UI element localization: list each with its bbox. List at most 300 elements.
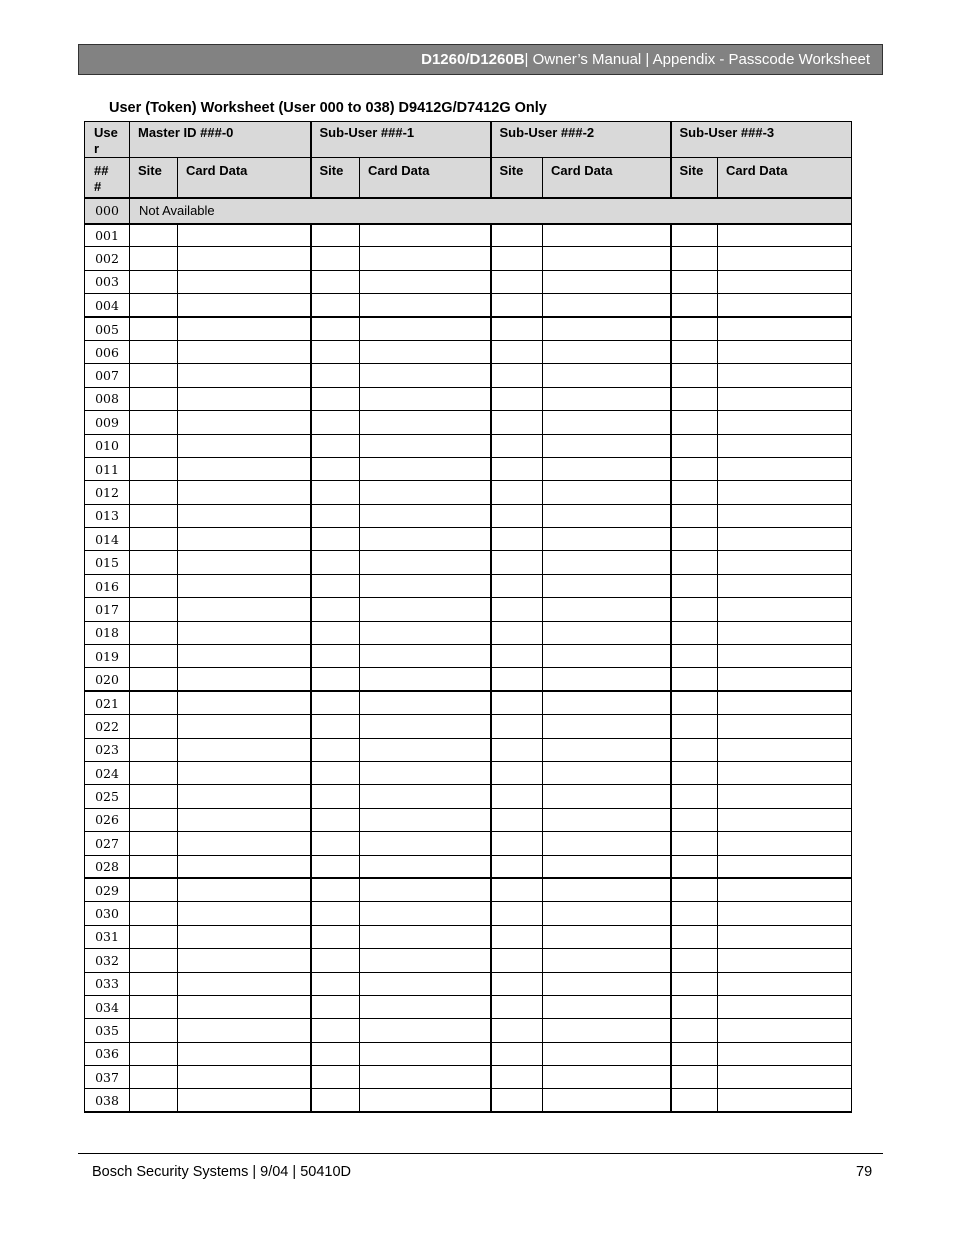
site-cell[interactable]	[130, 761, 178, 784]
site-cell[interactable]	[311, 1042, 360, 1065]
card-data-cell[interactable]	[718, 340, 852, 363]
site-cell[interactable]	[491, 808, 543, 831]
site-cell[interactable]	[130, 738, 178, 761]
card-data-cell[interactable]	[543, 528, 671, 551]
site-cell[interactable]	[491, 551, 543, 574]
card-data-cell[interactable]	[718, 832, 852, 855]
card-data-cell[interactable]	[718, 317, 852, 340]
site-cell[interactable]	[311, 434, 360, 457]
card-data-cell[interactable]	[178, 340, 311, 363]
card-data-cell[interactable]	[178, 270, 311, 293]
card-data-cell[interactable]	[543, 878, 671, 901]
site-cell[interactable]	[130, 364, 178, 387]
card-data-cell[interactable]	[178, 925, 311, 948]
site-cell[interactable]	[130, 902, 178, 925]
site-cell[interactable]	[671, 1066, 718, 1089]
card-data-cell[interactable]	[360, 668, 491, 691]
site-cell[interactable]	[130, 1066, 178, 1089]
site-cell[interactable]	[130, 551, 178, 574]
site-cell[interactable]	[311, 504, 360, 527]
card-data-cell[interactable]	[178, 551, 311, 574]
card-data-cell[interactable]	[718, 387, 852, 410]
site-cell[interactable]	[311, 294, 360, 317]
site-cell[interactable]	[671, 715, 718, 738]
card-data-cell[interactable]	[360, 270, 491, 293]
site-cell[interactable]	[671, 434, 718, 457]
card-data-cell[interactable]	[718, 504, 852, 527]
card-data-cell[interactable]	[543, 224, 671, 247]
site-cell[interactable]	[491, 598, 543, 621]
card-data-cell[interactable]	[360, 1066, 491, 1089]
site-cell[interactable]	[671, 808, 718, 831]
card-data-cell[interactable]	[543, 902, 671, 925]
site-cell[interactable]	[130, 949, 178, 972]
site-cell[interactable]	[311, 949, 360, 972]
site-cell[interactable]	[130, 832, 178, 855]
card-data-cell[interactable]	[718, 270, 852, 293]
site-cell[interactable]	[311, 668, 360, 691]
site-cell[interactable]	[491, 668, 543, 691]
site-cell[interactable]	[671, 691, 718, 714]
card-data-cell[interactable]	[718, 1089, 852, 1112]
card-data-cell[interactable]	[178, 224, 311, 247]
card-data-cell[interactable]	[543, 715, 671, 738]
card-data-cell[interactable]	[543, 294, 671, 317]
site-cell[interactable]	[671, 340, 718, 363]
card-data-cell[interactable]	[543, 925, 671, 948]
card-data-cell[interactable]	[360, 855, 491, 878]
card-data-cell[interactable]	[543, 808, 671, 831]
site-cell[interactable]	[311, 972, 360, 995]
site-cell[interactable]	[311, 457, 360, 480]
site-cell[interactable]	[671, 785, 718, 808]
site-cell[interactable]	[491, 224, 543, 247]
site-cell[interactable]	[130, 995, 178, 1018]
card-data-cell[interactable]	[718, 481, 852, 504]
site-cell[interactable]	[671, 457, 718, 480]
card-data-cell[interactable]	[178, 574, 311, 597]
site-cell[interactable]	[491, 715, 543, 738]
site-cell[interactable]	[130, 878, 178, 901]
card-data-cell[interactable]	[543, 785, 671, 808]
card-data-cell[interactable]	[718, 855, 852, 878]
card-data-cell[interactable]	[360, 364, 491, 387]
card-data-cell[interactable]	[178, 387, 311, 410]
site-cell[interactable]	[130, 972, 178, 995]
site-cell[interactable]	[311, 1066, 360, 1089]
card-data-cell[interactable]	[178, 457, 311, 480]
site-cell[interactable]	[491, 761, 543, 784]
site-cell[interactable]	[671, 972, 718, 995]
card-data-cell[interactable]	[360, 715, 491, 738]
site-cell[interactable]	[130, 504, 178, 527]
site-cell[interactable]	[311, 411, 360, 434]
site-cell[interactable]	[671, 504, 718, 527]
card-data-cell[interactable]	[178, 808, 311, 831]
site-cell[interactable]	[491, 528, 543, 551]
site-cell[interactable]	[311, 855, 360, 878]
card-data-cell[interactable]	[360, 387, 491, 410]
site-cell[interactable]	[671, 247, 718, 270]
site-cell[interactable]	[311, 832, 360, 855]
card-data-cell[interactable]	[718, 645, 852, 668]
card-data-cell[interactable]	[178, 691, 311, 714]
card-data-cell[interactable]	[718, 972, 852, 995]
card-data-cell[interactable]	[718, 598, 852, 621]
site-cell[interactable]	[491, 1042, 543, 1065]
card-data-cell[interactable]	[543, 668, 671, 691]
card-data-cell[interactable]	[718, 1066, 852, 1089]
card-data-cell[interactable]	[543, 551, 671, 574]
site-cell[interactable]	[311, 247, 360, 270]
site-cell[interactable]	[130, 691, 178, 714]
card-data-cell[interactable]	[718, 528, 852, 551]
site-cell[interactable]	[311, 645, 360, 668]
card-data-cell[interactable]	[718, 1042, 852, 1065]
card-data-cell[interactable]	[543, 434, 671, 457]
site-cell[interactable]	[491, 247, 543, 270]
site-cell[interactable]	[491, 481, 543, 504]
card-data-cell[interactable]	[543, 972, 671, 995]
card-data-cell[interactable]	[360, 340, 491, 363]
site-cell[interactable]	[491, 855, 543, 878]
card-data-cell[interactable]	[718, 761, 852, 784]
card-data-cell[interactable]	[178, 1019, 311, 1042]
card-data-cell[interactable]	[718, 294, 852, 317]
site-cell[interactable]	[311, 387, 360, 410]
card-data-cell[interactable]	[543, 949, 671, 972]
card-data-cell[interactable]	[178, 878, 311, 901]
card-data-cell[interactable]	[178, 598, 311, 621]
site-cell[interactable]	[491, 949, 543, 972]
card-data-cell[interactable]	[178, 785, 311, 808]
site-cell[interactable]	[671, 738, 718, 761]
card-data-cell[interactable]	[360, 247, 491, 270]
site-cell[interactable]	[311, 340, 360, 363]
site-cell[interactable]	[671, 645, 718, 668]
card-data-cell[interactable]	[178, 504, 311, 527]
site-cell[interactable]	[130, 645, 178, 668]
site-cell[interactable]	[491, 995, 543, 1018]
card-data-cell[interactable]	[543, 504, 671, 527]
site-cell[interactable]	[491, 457, 543, 480]
site-cell[interactable]	[311, 902, 360, 925]
card-data-cell[interactable]	[360, 1019, 491, 1042]
site-cell[interactable]	[130, 574, 178, 597]
card-data-cell[interactable]	[178, 761, 311, 784]
card-data-cell[interactable]	[360, 224, 491, 247]
site-cell[interactable]	[671, 528, 718, 551]
site-cell[interactable]	[491, 434, 543, 457]
card-data-cell[interactable]	[360, 691, 491, 714]
site-cell[interactable]	[311, 995, 360, 1018]
site-cell[interactable]	[671, 925, 718, 948]
card-data-cell[interactable]	[543, 1019, 671, 1042]
card-data-cell[interactable]	[178, 411, 311, 434]
site-cell[interactable]	[311, 878, 360, 901]
card-data-cell[interactable]	[718, 457, 852, 480]
card-data-cell[interactable]	[178, 364, 311, 387]
card-data-cell[interactable]	[718, 949, 852, 972]
card-data-cell[interactable]	[178, 855, 311, 878]
site-cell[interactable]	[671, 1042, 718, 1065]
site-cell[interactable]	[491, 691, 543, 714]
site-cell[interactable]	[671, 364, 718, 387]
site-cell[interactable]	[130, 715, 178, 738]
site-cell[interactable]	[491, 411, 543, 434]
card-data-cell[interactable]	[718, 878, 852, 901]
site-cell[interactable]	[130, 411, 178, 434]
card-data-cell[interactable]	[543, 738, 671, 761]
site-cell[interactable]	[671, 855, 718, 878]
site-cell[interactable]	[130, 1042, 178, 1065]
site-cell[interactable]	[671, 224, 718, 247]
card-data-cell[interactable]	[543, 598, 671, 621]
site-cell[interactable]	[311, 785, 360, 808]
site-cell[interactable]	[491, 832, 543, 855]
site-cell[interactable]	[130, 340, 178, 363]
site-cell[interactable]	[491, 902, 543, 925]
site-cell[interactable]	[311, 925, 360, 948]
site-cell[interactable]	[671, 598, 718, 621]
card-data-cell[interactable]	[178, 1089, 311, 1112]
site-cell[interactable]	[671, 832, 718, 855]
card-data-cell[interactable]	[718, 925, 852, 948]
site-cell[interactable]	[130, 808, 178, 831]
card-data-cell[interactable]	[360, 949, 491, 972]
card-data-cell[interactable]	[718, 808, 852, 831]
card-data-cell[interactable]	[543, 832, 671, 855]
card-data-cell[interactable]	[360, 457, 491, 480]
site-cell[interactable]	[491, 878, 543, 901]
card-data-cell[interactable]	[543, 387, 671, 410]
site-cell[interactable]	[491, 364, 543, 387]
card-data-cell[interactable]	[360, 761, 491, 784]
card-data-cell[interactable]	[543, 995, 671, 1018]
site-cell[interactable]	[130, 668, 178, 691]
card-data-cell[interactable]	[543, 691, 671, 714]
site-cell[interactable]	[311, 598, 360, 621]
site-cell[interactable]	[311, 715, 360, 738]
card-data-cell[interactable]	[360, 902, 491, 925]
site-cell[interactable]	[311, 224, 360, 247]
site-cell[interactable]	[491, 925, 543, 948]
card-data-cell[interactable]	[718, 621, 852, 644]
card-data-cell[interactable]	[543, 645, 671, 668]
card-data-cell[interactable]	[543, 855, 671, 878]
card-data-cell[interactable]	[178, 738, 311, 761]
card-data-cell[interactable]	[360, 621, 491, 644]
card-data-cell[interactable]	[178, 949, 311, 972]
card-data-cell[interactable]	[543, 761, 671, 784]
card-data-cell[interactable]	[718, 785, 852, 808]
card-data-cell[interactable]	[178, 1066, 311, 1089]
site-cell[interactable]	[130, 621, 178, 644]
site-cell[interactable]	[311, 270, 360, 293]
site-cell[interactable]	[491, 972, 543, 995]
site-cell[interactable]	[491, 574, 543, 597]
card-data-cell[interactable]	[178, 621, 311, 644]
site-cell[interactable]	[671, 949, 718, 972]
site-cell[interactable]	[671, 294, 718, 317]
site-cell[interactable]	[671, 761, 718, 784]
card-data-cell[interactable]	[360, 785, 491, 808]
card-data-cell[interactable]	[543, 1089, 671, 1112]
site-cell[interactable]	[671, 878, 718, 901]
card-data-cell[interactable]	[718, 411, 852, 434]
card-data-cell[interactable]	[718, 995, 852, 1018]
site-cell[interactable]	[671, 574, 718, 597]
site-cell[interactable]	[491, 621, 543, 644]
site-cell[interactable]	[130, 247, 178, 270]
card-data-cell[interactable]	[360, 551, 491, 574]
site-cell[interactable]	[311, 364, 360, 387]
card-data-cell[interactable]	[718, 224, 852, 247]
card-data-cell[interactable]	[360, 598, 491, 621]
card-data-cell[interactable]	[718, 668, 852, 691]
card-data-cell[interactable]	[718, 738, 852, 761]
site-cell[interactable]	[130, 855, 178, 878]
site-cell[interactable]	[491, 785, 543, 808]
site-cell[interactable]	[130, 481, 178, 504]
site-cell[interactable]	[491, 340, 543, 363]
card-data-cell[interactable]	[178, 902, 311, 925]
card-data-cell[interactable]	[178, 528, 311, 551]
site-cell[interactable]	[311, 761, 360, 784]
site-cell[interactable]	[671, 317, 718, 340]
card-data-cell[interactable]	[360, 832, 491, 855]
site-cell[interactable]	[311, 1089, 360, 1112]
card-data-cell[interactable]	[360, 645, 491, 668]
site-cell[interactable]	[671, 1019, 718, 1042]
card-data-cell[interactable]	[360, 1042, 491, 1065]
card-data-cell[interactable]	[718, 551, 852, 574]
card-data-cell[interactable]	[178, 1042, 311, 1065]
card-data-cell[interactable]	[543, 247, 671, 270]
card-data-cell[interactable]	[360, 1089, 491, 1112]
card-data-cell[interactable]	[543, 1066, 671, 1089]
site-cell[interactable]	[130, 270, 178, 293]
site-cell[interactable]	[130, 528, 178, 551]
site-cell[interactable]	[491, 504, 543, 527]
card-data-cell[interactable]	[178, 481, 311, 504]
site-cell[interactable]	[311, 808, 360, 831]
card-data-cell[interactable]	[178, 317, 311, 340]
card-data-cell[interactable]	[360, 972, 491, 995]
card-data-cell[interactable]	[178, 715, 311, 738]
site-cell[interactable]	[491, 1019, 543, 1042]
site-cell[interactable]	[130, 434, 178, 457]
card-data-cell[interactable]	[360, 925, 491, 948]
card-data-cell[interactable]	[360, 317, 491, 340]
card-data-cell[interactable]	[543, 621, 671, 644]
card-data-cell[interactable]	[178, 972, 311, 995]
site-cell[interactable]	[130, 294, 178, 317]
site-cell[interactable]	[311, 528, 360, 551]
card-data-cell[interactable]	[718, 574, 852, 597]
site-cell[interactable]	[671, 995, 718, 1018]
card-data-cell[interactable]	[360, 481, 491, 504]
site-cell[interactable]	[671, 387, 718, 410]
card-data-cell[interactable]	[543, 317, 671, 340]
site-cell[interactable]	[311, 481, 360, 504]
site-cell[interactable]	[311, 738, 360, 761]
site-cell[interactable]	[130, 785, 178, 808]
card-data-cell[interactable]	[360, 995, 491, 1018]
card-data-cell[interactable]	[178, 247, 311, 270]
card-data-cell[interactable]	[543, 457, 671, 480]
site-cell[interactable]	[491, 645, 543, 668]
site-cell[interactable]	[671, 1089, 718, 1112]
site-cell[interactable]	[491, 1089, 543, 1112]
site-cell[interactable]	[491, 738, 543, 761]
card-data-cell[interactable]	[718, 434, 852, 457]
site-cell[interactable]	[130, 1019, 178, 1042]
card-data-cell[interactable]	[178, 995, 311, 1018]
site-cell[interactable]	[491, 387, 543, 410]
card-data-cell[interactable]	[543, 1042, 671, 1065]
card-data-cell[interactable]	[718, 715, 852, 738]
card-data-cell[interactable]	[360, 738, 491, 761]
card-data-cell[interactable]	[718, 691, 852, 714]
card-data-cell[interactable]	[178, 434, 311, 457]
site-cell[interactable]	[671, 621, 718, 644]
card-data-cell[interactable]	[360, 411, 491, 434]
card-data-cell[interactable]	[543, 411, 671, 434]
card-data-cell[interactable]	[178, 294, 311, 317]
card-data-cell[interactable]	[360, 504, 491, 527]
site-cell[interactable]	[671, 411, 718, 434]
site-cell[interactable]	[311, 691, 360, 714]
site-cell[interactable]	[311, 621, 360, 644]
site-cell[interactable]	[130, 387, 178, 410]
site-cell[interactable]	[130, 598, 178, 621]
card-data-cell[interactable]	[178, 668, 311, 691]
site-cell[interactable]	[130, 1089, 178, 1112]
site-cell[interactable]	[491, 270, 543, 293]
card-data-cell[interactable]	[360, 528, 491, 551]
card-data-cell[interactable]	[543, 574, 671, 597]
site-cell[interactable]	[671, 902, 718, 925]
site-cell[interactable]	[130, 457, 178, 480]
site-cell[interactable]	[671, 270, 718, 293]
card-data-cell[interactable]	[360, 294, 491, 317]
card-data-cell[interactable]	[718, 1019, 852, 1042]
card-data-cell[interactable]	[360, 808, 491, 831]
card-data-cell[interactable]	[360, 574, 491, 597]
site-cell[interactable]	[671, 668, 718, 691]
site-cell[interactable]	[311, 317, 360, 340]
card-data-cell[interactable]	[178, 645, 311, 668]
card-data-cell[interactable]	[718, 902, 852, 925]
site-cell[interactable]	[491, 317, 543, 340]
card-data-cell[interactable]	[543, 270, 671, 293]
site-cell[interactable]	[130, 317, 178, 340]
card-data-cell[interactable]	[178, 832, 311, 855]
card-data-cell[interactable]	[543, 481, 671, 504]
site-cell[interactable]	[671, 551, 718, 574]
site-cell[interactable]	[311, 1019, 360, 1042]
site-cell[interactable]	[130, 224, 178, 247]
card-data-cell[interactable]	[360, 434, 491, 457]
site-cell[interactable]	[491, 294, 543, 317]
site-cell[interactable]	[491, 1066, 543, 1089]
site-cell[interactable]	[311, 551, 360, 574]
card-data-cell[interactable]	[718, 364, 852, 387]
card-data-cell[interactable]	[718, 247, 852, 270]
card-data-cell[interactable]	[360, 878, 491, 901]
card-data-cell[interactable]	[543, 364, 671, 387]
